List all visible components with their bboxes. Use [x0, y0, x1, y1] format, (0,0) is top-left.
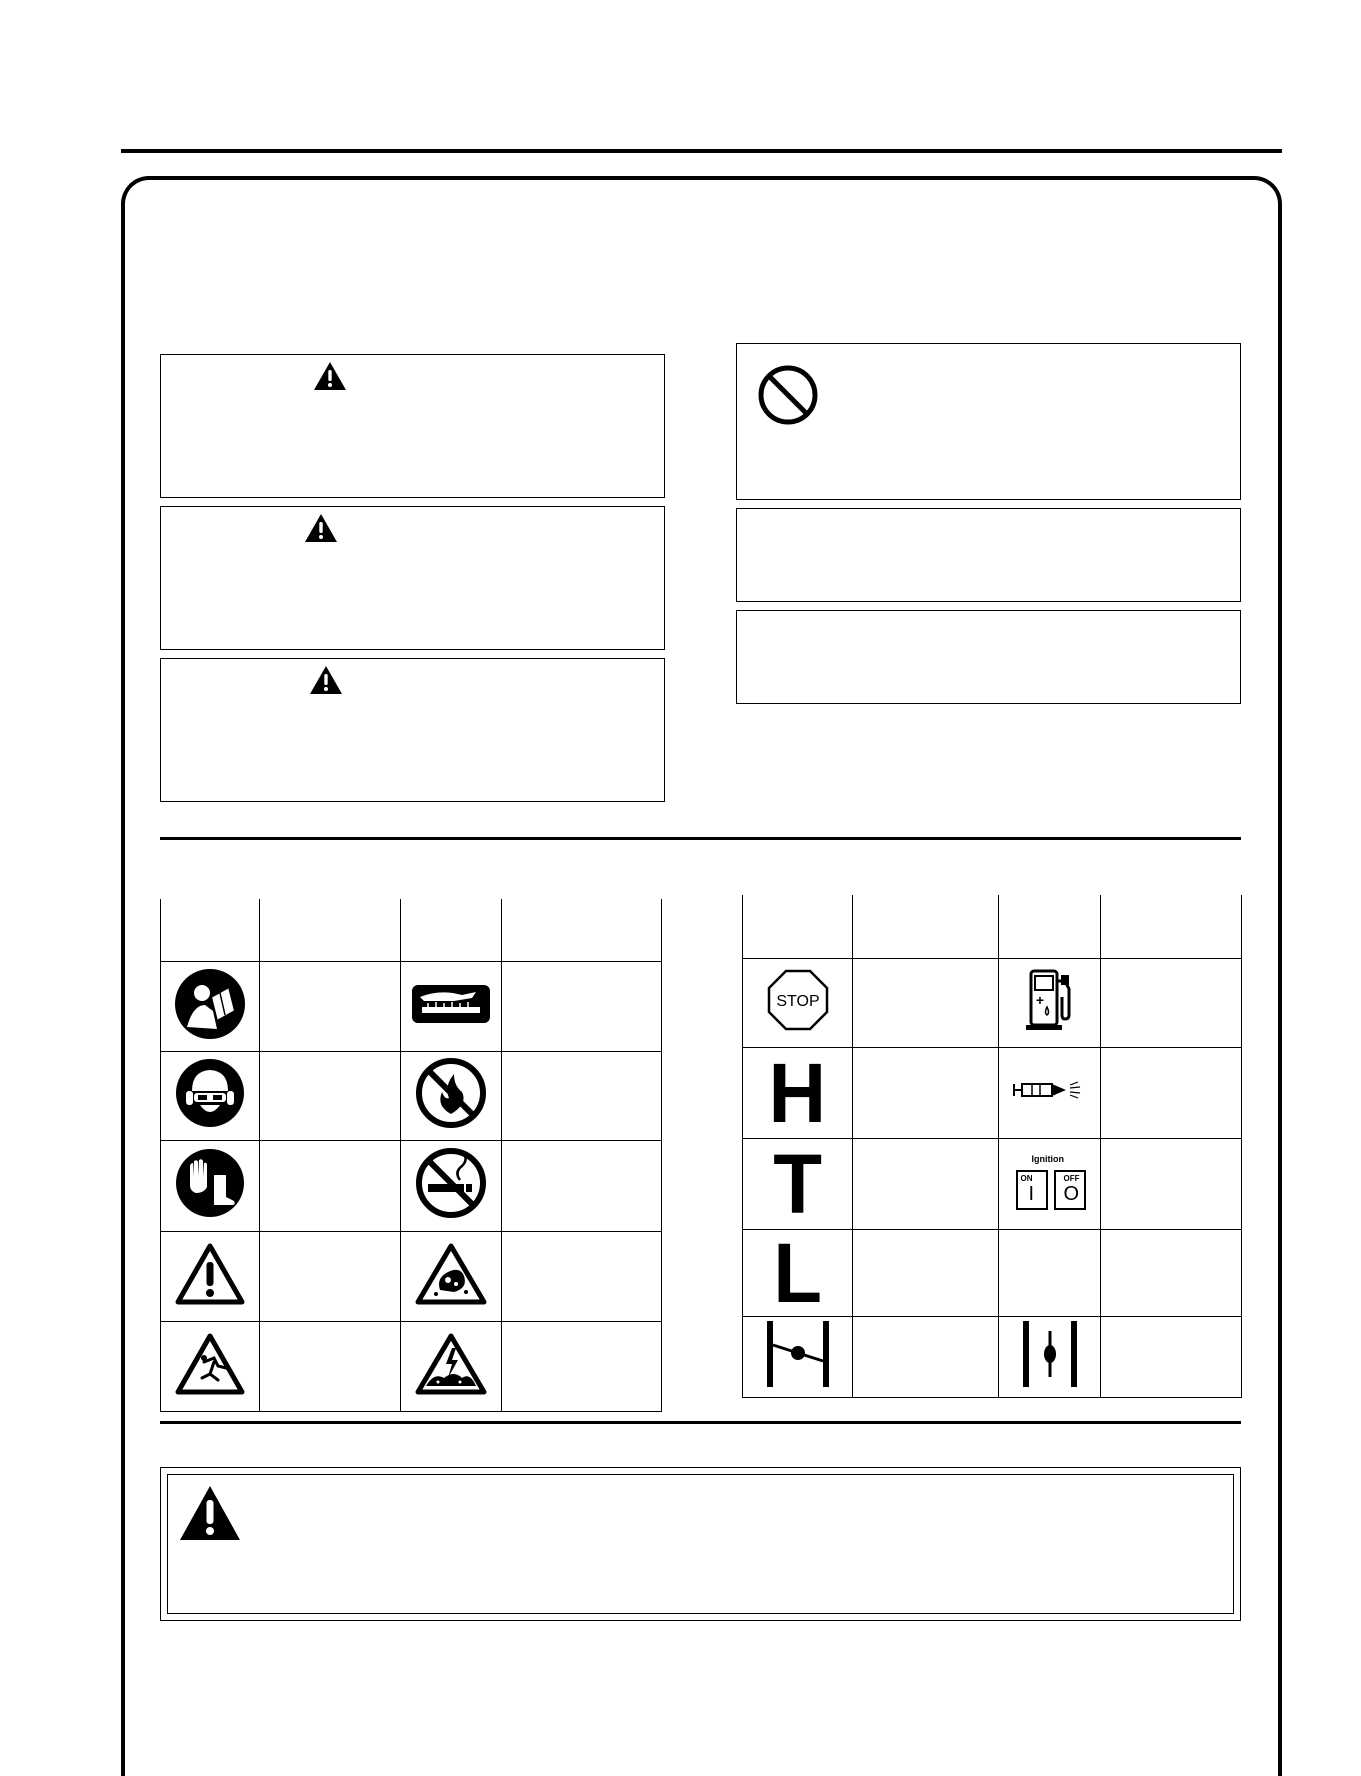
letter-h-icon: H: [768, 1045, 827, 1140]
on-label: ON: [1020, 1173, 1033, 1183]
off-label: OFF: [1063, 1173, 1080, 1183]
section-divider: [160, 1421, 1241, 1424]
warning-triangle-icon: [309, 665, 343, 695]
choke-closed-icon: [759, 1319, 837, 1389]
header-cell: [161, 899, 260, 961]
page-top-rule: [121, 149, 1282, 153]
notice-box-1: [736, 343, 1241, 500]
header-cell: [999, 895, 1101, 958]
table-header-row: [161, 899, 662, 961]
helmet-goggles-earmuffs-icon: [174, 1057, 246, 1129]
notice-box-3: [736, 610, 1241, 704]
warning-triangle-icon: [313, 361, 347, 391]
choke-open-icon: [1011, 1319, 1089, 1389]
fuel-pump-icon: [1025, 967, 1075, 1033]
letter-l-icon: L: [773, 1225, 822, 1320]
table-row: [161, 1051, 662, 1140]
signal-box-1: [160, 354, 665, 498]
no-open-flame-icon: [414, 1056, 488, 1130]
no-smoking-icon: [414, 1146, 488, 1220]
warning-triangle-icon: [304, 513, 338, 543]
letter-t-icon: T: [773, 1136, 822, 1231]
section-divider: [160, 837, 1241, 840]
table-row: [161, 961, 662, 1051]
table-row: [743, 1316, 1242, 1397]
header-cell: [502, 899, 662, 961]
caution-triangle-icon: [174, 1242, 246, 1306]
read-manual-icon: [173, 967, 247, 1041]
stop-sign-text: STOP: [775, 993, 820, 1010]
bottom-warning-inner-box: [167, 1474, 1234, 1614]
header-cell: [401, 899, 502, 961]
table-row: [743, 1047, 1242, 1138]
electrical-hazard-icon: [414, 1332, 488, 1396]
off-glyph: O: [1063, 1182, 1080, 1205]
header-cell: [1101, 895, 1242, 958]
oil-injection-icon: [1010, 1078, 1090, 1102]
ignition-label: Ignition: [1031, 1153, 1064, 1164]
symbol-table-right: [742, 895, 1242, 1398]
symbol-table-left: [160, 899, 662, 1412]
table-row: [161, 1321, 662, 1411]
signal-box-2: [160, 506, 665, 650]
warning-triangle-icon: [178, 1484, 242, 1542]
kickback-hazard-icon: [174, 1332, 246, 1396]
table-row: [743, 958, 1242, 1047]
bottom-warning-box: [160, 1467, 1241, 1621]
hot-surface-hand-icon: [410, 983, 492, 1025]
prohibition-circle-icon: [757, 364, 819, 426]
table-row: [161, 1231, 662, 1321]
header-cell: [260, 899, 401, 961]
on-glyph: I: [1028, 1182, 1035, 1205]
ignition-switch-icon: [1014, 1154, 1086, 1214]
stop-sign-icon: [767, 969, 829, 1031]
signal-box-3: [160, 658, 665, 802]
header-cell: [743, 895, 853, 958]
table-header-row: [743, 895, 1242, 958]
table-row: [161, 1140, 662, 1231]
table-row: [743, 1229, 1242, 1316]
header-cell: [853, 895, 999, 958]
notice-box-2: [736, 508, 1241, 602]
thrown-objects-icon: [414, 1242, 488, 1306]
gloves-boots-icon: [174, 1147, 246, 1219]
table-row: [743, 1138, 1242, 1229]
svg-text:+: +: [1035, 992, 1044, 1008]
